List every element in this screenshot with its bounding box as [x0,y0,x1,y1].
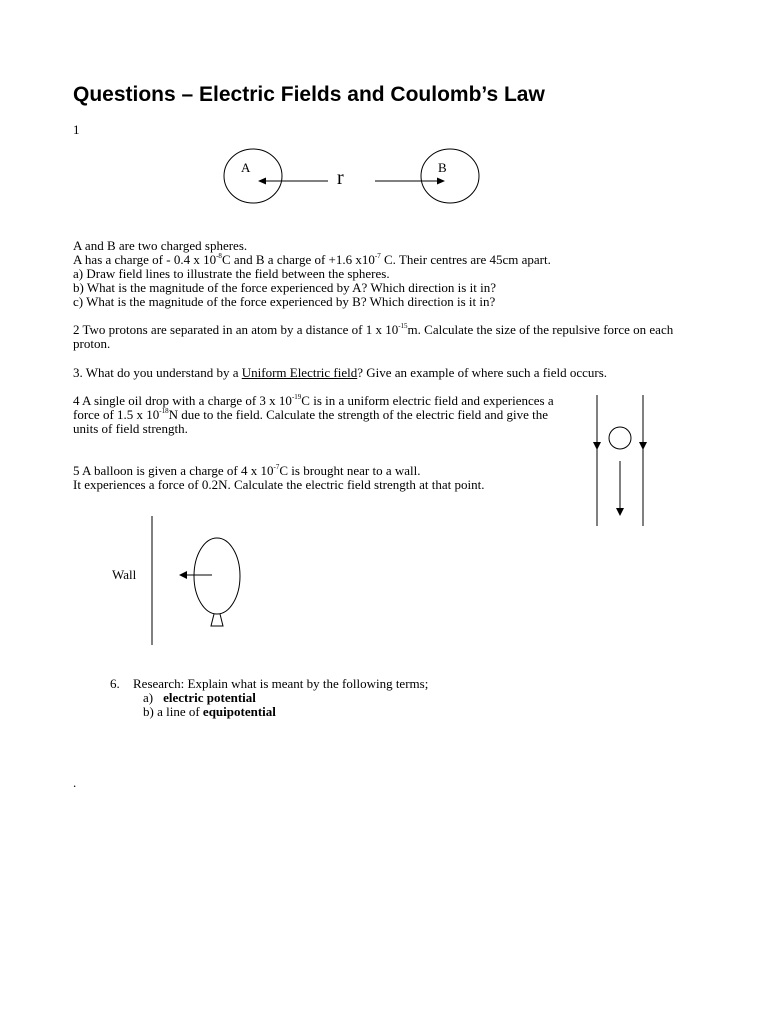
question-1-number: 1 [73,122,80,137]
q1-part-c: c) What is the magnitude of the force experienced by B? Which direction is it in? [73,294,496,309]
q2-line-2: proton. [73,336,111,351]
q6-text: Research: Explain what is meant by the following terms; [133,676,429,691]
q1-charges: A has a charge of - 0.4 x $10^{-8}C$ and B a charge of +1.6 $x10^{-7}$ C. Their centres are 45cm apart. [73,252,551,267]
q3-text: 3. What do you understand by a Uniform Electric field? Give an example of where such a field occurs. [73,365,608,380]
q1-intro: A and B are two charged spheres. [73,238,248,253]
distance-label: r [337,167,344,189]
q2-line-1: 2 Two protons are separated in an atom by a distance of 1 x $10^{-15}m$. Calculate the size of the repulsive force on each [73,322,674,337]
q4-line-3: units of field strength. [73,421,188,436]
q6-item-b: b) a line of equipotential [143,704,276,719]
sphere-a-label: A [241,160,251,175]
balloon-knot [211,614,223,626]
q4-line-1: 4 A single oil drop with a charge of 3 x $10^{-19}C$ is in a uniform electric field and experiences a [73,393,554,408]
wall-label: Wall [112,567,137,582]
q6-number: 6. [110,676,120,691]
uniform-field-term: Uniform Electric field [241,365,358,380]
q5-line-2: It experiences a force of 0.2N. Calculate the electric field strength at that point. [73,477,485,492]
q1-part-b: b) What is the magnitude of the force experienced by A? Which direction is it in? [73,280,496,295]
q6-item-a: a) electric potential [143,690,256,705]
footer-mark: . [73,775,77,790]
page-title: Questions – Electric Fields and Coulomb’s Law [73,83,545,106]
q4-line-2: force of 1.5 x $10^{-18}N$ due to the field. Calculate the strength of the electric field and give the [73,407,549,422]
q1-part-a: a) Draw field lines to illustrate the field between the spheres. [73,266,390,281]
attraction-arrowhead [179,571,187,579]
balloon [194,538,240,614]
q5-line-1: 5 A balloon is given a charge of 4 x $10^{-7}C$ is brought near to a wall. [73,463,421,478]
sphere-b-label: B [438,160,447,175]
